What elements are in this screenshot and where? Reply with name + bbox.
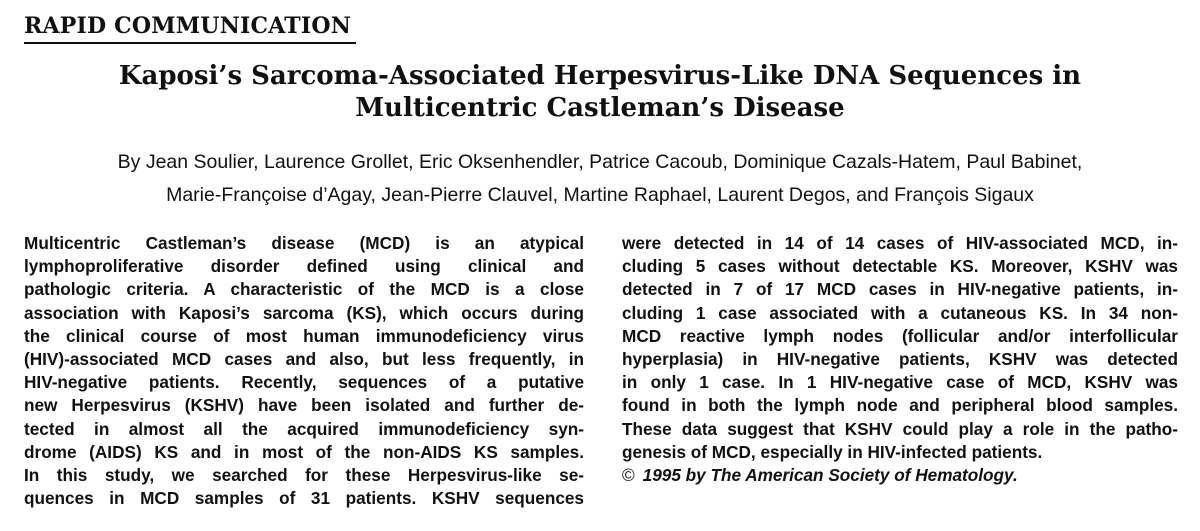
- abstract-line: pathologic criteria. A characteristic of the MCD is a close: [24, 279, 584, 300]
- section-label: RAPID COMMUNICATION: [24, 13, 352, 39]
- abstract-line: drome (AIDS) KS and in most of the non-AIDS KS samples.: [24, 441, 584, 462]
- abstract-line: cluding 1 case associated with a cutaneous KS. In 34 non-: [622, 302, 1178, 323]
- copyright-text: 1995 by The American Society of Hematology.: [642, 465, 1018, 486]
- abstract-line: lymphoproliferative disorder defined using clinical and: [24, 256, 584, 277]
- author-line: Marie-Françoise d’Agay, Jean-Pierre Clauvel, Martine Raphael, Laurent Degos, and François Sigaux: [166, 184, 1034, 206]
- abstract-line: found in both the lymph node and peripheral blood samples.: [622, 395, 1178, 416]
- abstract-line: (HIV)-associated MCD cases and also, but less frequently, in: [24, 349, 584, 370]
- abstract-line: association with Kaposi’s sarcoma (KS), which occurs during: [24, 302, 584, 323]
- abstract-line: Multicentric Castleman’s disease (MCD) is an atypical: [24, 233, 584, 253]
- abstract-line: quences in MCD samples of 31 patients. KSHV sequences: [24, 488, 584, 509]
- abstract-line: These data suggest that KSHV could play a role in the patho-: [622, 418, 1178, 439]
- section-underline: [24, 42, 356, 44]
- abstract-line: cluding 5 cases without detectable KS. Moreover, KSHV was: [622, 256, 1178, 277]
- abstract-line: genesis of MCD, especially in HIV-infected patients.: [622, 441, 1043, 462]
- abstract-line: tected in almost all the acquired immunodeficiency syn-: [24, 418, 584, 439]
- abstract-line: HIV-negative patients. Recently, sequences of a putative: [24, 372, 584, 393]
- abstract-line: were detected in 14 of 14 cases of HIV-associated MCD, in-: [622, 233, 1178, 253]
- abstract-line: in only 1 case. In 1 HIV-negative case of MCD, KSHV was: [622, 372, 1178, 393]
- abstract-left-column: [24, 232, 584, 510]
- title-line: Multicentric Castleman’s Disease: [355, 93, 845, 123]
- abstract-line: the clinical course of most human immunodeficiency virus: [24, 325, 584, 346]
- author-line: By Jean Soulier, Laurence Grollet, Eric Oksenhendler, Patrice Cacoub, Dominique Cazals-Hatem, Paul Babinet,: [117, 151, 1083, 173]
- abstract-line: hyperplasia) in HIV-negative patients, KSHV was detected: [622, 349, 1178, 370]
- abstract-line: In this study, we searched for these Herpesvirus-like se-: [24, 465, 584, 486]
- copyright-symbol: ©: [622, 465, 635, 486]
- abstract-right-column: [622, 232, 1178, 487]
- abstract-line: detected in 7 of 17 MCD cases in HIV-negative patients, in-: [622, 279, 1178, 300]
- copyright-notice: [622, 464, 1178, 487]
- title-line: Kaposi’s Sarcoma-Associated Herpesvirus-Like DNA Sequences in: [118, 61, 1082, 91]
- abstract-line: new Herpesvirus (KSHV) have been isolated and further de-: [24, 395, 584, 416]
- article-title: [60, 60, 1140, 124]
- abstract-line: MCD reactive lymph nodes (follicular and/or interfollicular: [622, 325, 1178, 346]
- author-list: [20, 146, 1180, 212]
